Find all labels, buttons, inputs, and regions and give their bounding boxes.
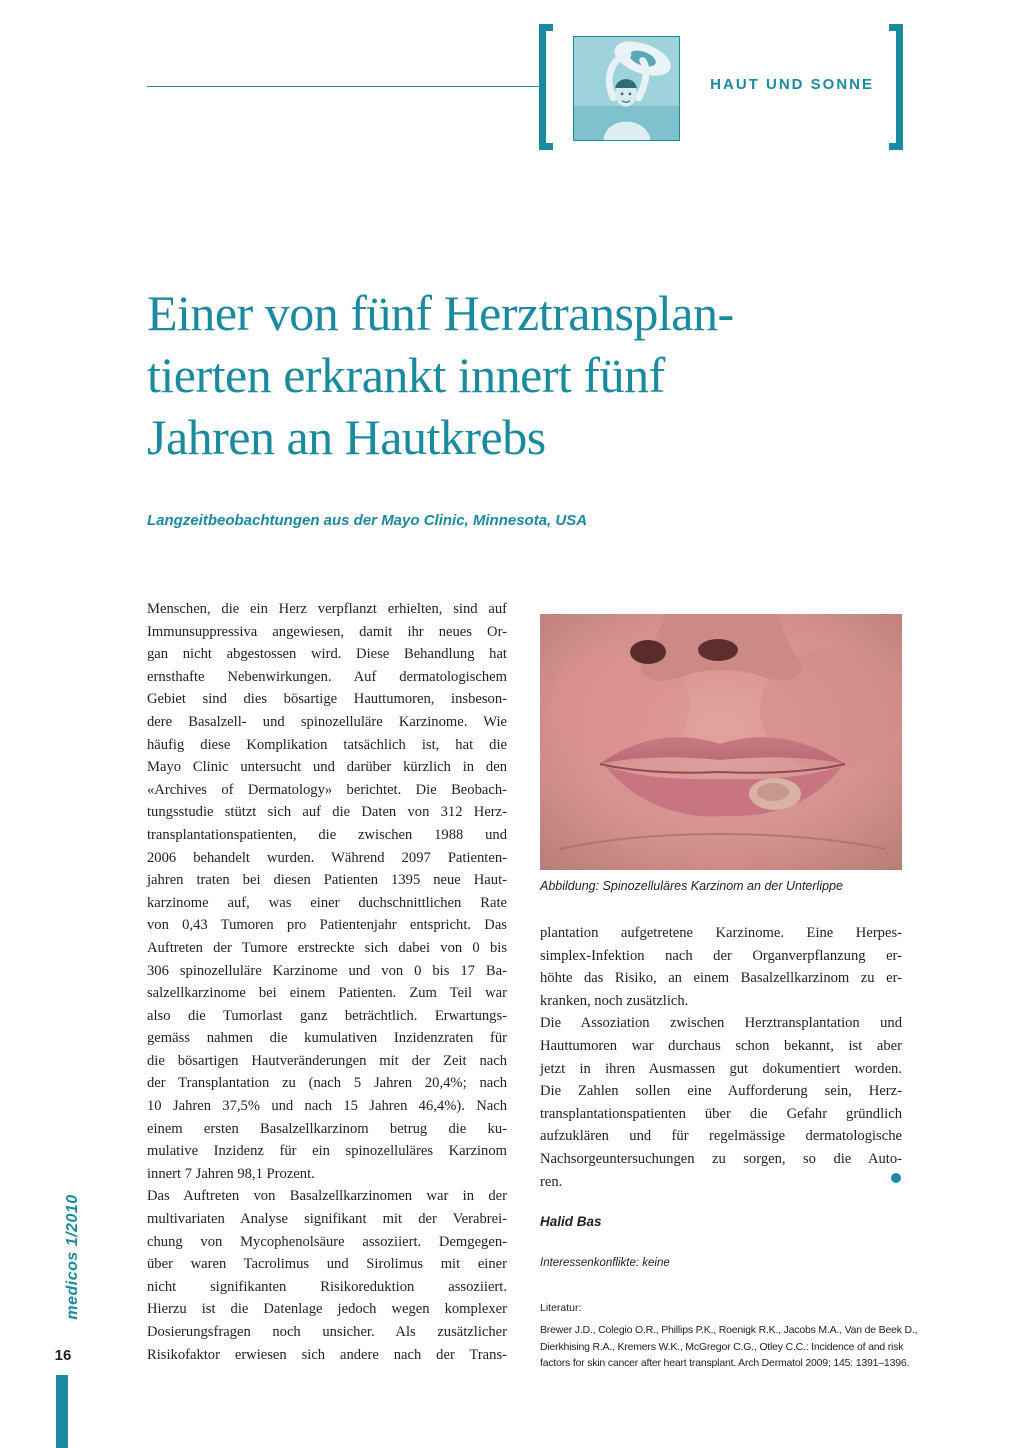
article-end-dot — [891, 1173, 901, 1183]
article-subtitle: Langzeitbeobachtungen aus der Mayo Clinic, Minnesota, USA — [147, 512, 588, 529]
author-name: Halid Bas — [540, 1214, 602, 1229]
article-title-line: Jahren an Hautkrebs — [147, 409, 546, 465]
header-bracket-right — [889, 24, 903, 150]
body-line: über waren Tacrolimus und Sirolimus mit einer — [147, 1256, 507, 1273]
body-line: salzellkarzinome bei einem Patienten. Zum Teil war — [147, 985, 507, 1002]
body-line: mulative Inzidenz für ein spinozelluläres Karzinom — [147, 1143, 507, 1160]
body-line: Das Auftreten von Basalzellkarzinomen war in der — [147, 1188, 507, 1205]
body-line: Menschen, die ein Herz verpflanzt erhielten, sind auf — [147, 601, 507, 617]
article-title-line: tierten erkrankt innert fünf — [147, 347, 665, 403]
body-line: jahren traten bei diesen Patienten 1395 neue Haut- — [147, 872, 507, 889]
literature-line: Dierkhising R.A., Kremers W.K., McGregor C.G., Otley C.C.: Incidence of and risk — [540, 1340, 904, 1353]
body-line: transplantationspatienten über die Gefahr gründlich — [540, 1105, 902, 1122]
body-line: häufig diese Komplikation tatsächlich ist, hat die — [147, 736, 507, 753]
body-line: 306 spinozelluläre Karzinome und von 0 bis 17 Ba- — [147, 962, 507, 979]
journal-issue-label: medicos 1/2010 — [64, 1194, 81, 1320]
header-rule — [147, 86, 539, 87]
body-line: Mayo Clinic untersucht und darüber kürzlich in den — [147, 759, 507, 776]
body-line: die bösartigen Hautveränderungen mit der Zeit nach — [147, 1052, 507, 1069]
body-line: nicht signifikanten Risikoreduktion assoziiert. — [147, 1278, 507, 1295]
body-line: Gebiet sind dies bösartige Hauttumoren, insbeson- — [147, 691, 507, 708]
body-line: gan nicht abgestossen wird. Diese Behandlung hat — [147, 646, 507, 663]
body-line: Die Zahlen sollen eine Aufforderung sein, Herz- — [540, 1083, 902, 1100]
article-title — [147, 282, 907, 468]
body-line: aufzuklären und für regelmässige dermatologische — [540, 1128, 902, 1145]
body-line: ren. — [540, 1173, 563, 1190]
body-line: Dosierungsfragen noch unsicher. Als zusätzlicher — [147, 1324, 507, 1340]
body-line: kranken, noch zusätzlich. — [540, 992, 689, 1009]
page-edge-bar — [56, 1375, 68, 1448]
body-line: Die Assoziation zwischen Herztransplantation und — [540, 1015, 902, 1032]
body-line: der Transplantation zu (nach 5 Jahren 20,4%; nach — [147, 1075, 507, 1092]
clinical-photo-lip-carcinoma — [540, 614, 902, 870]
body-line: gemäss nahmen die kumulativen Inzidenzraten für — [147, 1030, 507, 1047]
body-line: jetzt in ihren Ausmassen gut dokumentiert worden. — [540, 1060, 902, 1077]
body-line: also die Tumorlast ganz beträchtlich. Erwartungs- — [147, 1007, 507, 1024]
body-line: multivariaten Analyse signifikant mit der Verabrei- — [147, 1211, 507, 1228]
body-line: «Archives of Dermatology» berichtet. Die Beobach- — [147, 781, 507, 798]
article-title-line: Einer von fünf Herztransplan- — [147, 285, 734, 341]
body-line: transplantationspatienten, die zwischen 1988 und — [147, 826, 507, 843]
body-line: tungsstudie stützt sich auf die Daten von 312 Herz- — [147, 804, 507, 821]
header-bracket-left — [539, 24, 553, 150]
figure-caption: Abbildung: Spinozelluläres Karzinom an der Unterlippe — [540, 879, 843, 893]
body-line: karzinome auf, was einer duchschnittlichen Rate — [147, 894, 507, 911]
literature-reference — [540, 1322, 918, 1372]
body-line: Hauttumoren war durchaus schon bekannt, ist aber — [540, 1037, 902, 1054]
conflicts-of-interest: Interessenkonflikte: keine — [540, 1257, 670, 1269]
body-line: von 0,43 Tumoren pro Patientenjahr entspricht. Das — [147, 917, 507, 934]
body-line: ernsthafte Nebenwirkungen. Auf dermatologischem — [147, 668, 507, 685]
body-line: Nachsorgeuntersuchungen zu sorgen, so die Auto- — [540, 1150, 902, 1167]
header-photo-woman-with-hat — [573, 36, 680, 141]
page-number: 16 — [54, 1347, 72, 1364]
left-column-text — [147, 598, 507, 1366]
body-line: simplex-Infektion nach der Organverpflanzung er- — [540, 947, 902, 964]
body-line: plantation aufgetretene Karzinome. Eine Herpes- — [540, 925, 902, 941]
literature-line: Brewer J.D., Colegio O.R., Phillips P.K., Roenigk R.K., Jacobs M.A., Van de Beek D., — [540, 1324, 918, 1336]
body-line: dere Basalzell- und spinozelluläre Karzinome. Wie — [147, 713, 507, 730]
literature-line: factors for skin cancer after heart transplant. Arch Dermatol 2009; 145: 1391–1396. — [540, 1357, 910, 1369]
body-line: 2006 behandelt wurden. Während 2097 Patienten- — [147, 849, 507, 866]
body-line: chung von Mycophenolsäure assoziiert. Demgegen- — [147, 1233, 507, 1250]
body-line: einem ersten Basalzellkarzinom betrug die ku- — [147, 1120, 507, 1137]
body-line: Auftreten der Tumore erstreckte sich dabei von 0 bis — [147, 939, 507, 956]
body-line: Immunsuppressiva angewiesen, damit ihr neues Or- — [147, 623, 507, 640]
body-line: 10 Jahren 37,5% und nach 15 Jahren 46,4%). Nach — [147, 1098, 507, 1115]
body-line: höhte das Risiko, an einem Basalzellkarzinom zu er- — [540, 970, 902, 987]
body-line: Hierzu ist die Datenlage jedoch wegen komplexer — [147, 1301, 507, 1318]
literature-label: Literatur: — [540, 1302, 582, 1314]
body-line: innert 7 Jahren 98,1 Prozent. — [147, 1165, 315, 1182]
right-column-text — [540, 922, 902, 1193]
section-label: HAUT UND SONNE — [710, 76, 874, 93]
body-line: Risikofaktor erwiesen sich andere nach der Trans- — [147, 1346, 507, 1363]
